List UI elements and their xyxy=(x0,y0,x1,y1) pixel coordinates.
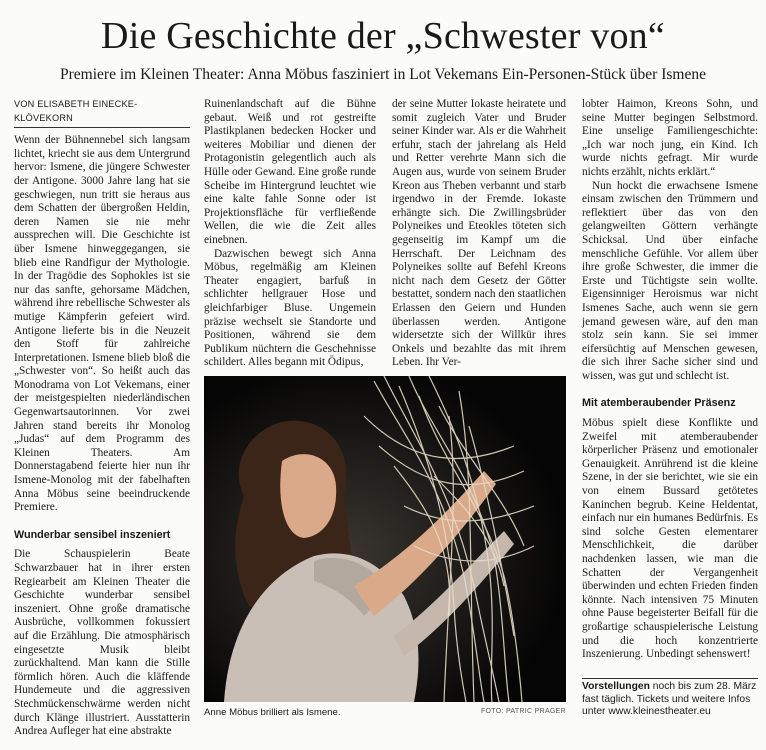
photo-caption-area xyxy=(204,707,566,718)
photo-credit: FOTO: PATRIC PRAGER xyxy=(480,708,566,715)
section-heading: Wunderbar sensibel inszeniert xyxy=(14,528,171,541)
info-label: Vorstellungen xyxy=(582,681,650,692)
performance-info-box xyxy=(582,678,758,719)
headline: Die Geschichte der „Schwester von“ xyxy=(101,15,665,57)
byline: VON ELISABETH EINECKE-KLÖVEKORN xyxy=(14,98,190,128)
photo-caption: Anne Möbus brilliert als Ismene. xyxy=(204,707,341,718)
subheadline: Premiere im Kleinen Theater: Anna Möbus fasziniert in Lot Vekemans Ein-Personen-Stück über Ismene xyxy=(60,66,706,83)
paragraph: der seine Mutter Iokaste heiratete und somit zugleich Vater und Bruder seiner Kinder war. Als er die Wahrheit erfuhr, stach der jahrelang als Held und Retter verehrte Mann sich die Augen aus, wurde von seinem Bruder Kreon aus Theben verbannt und starb irgendwo in der Fremde. Iokaste erhängte sich. Die Zwillingsbrüder Polyneikes und Eteokles töteten sich gegenseitig im Kampf um die Herrschaft. Der Leichnam des Polyneikes sollte auf Befehl Kreons nicht nach dem Gesetz der Götter bestattet, sondern nach den staatlichen Erlassen den Geiern und Hunden überlassen werden. Antigone widersetzte sich der Willkür ihres Onkels und bezahlte das mit ihrem Leben. Ihr Ver- xyxy=(392,98,566,369)
paragraph: Möbus spielt diese Konflikte und Zweifel mit atemberaubender körperlicher Präsenz und emotionaler Genauigkeit. Anrührend ist die kleine Szene, in der sie berichtet, wie sie ein von einem Bussard getötetes Kaninchen begrub. Keine Heldentat, einfach nur ein humanes Bedürfnis. Es sind solche Gesten elementarer Menschlichkeit, die darüber nachdenken lassen, wie man die Schatten der Vergangenheit überwinden und echten Frieden finden könnte. Nach intensiven 75 Minuten ohne Pause begeisterter Beifall für die großartige schauspielerische Leistung und die hoch konzentrierte Inszenierung. Unbedingt sehenswert! xyxy=(582,417,758,661)
article-column-1 xyxy=(14,98,190,739)
paragraph: Nun hockt die erwachsene Ismene einsam zwischen den Trümmern und reflektiert über das von den gelangweilten Göttern verhängte Schicksal. Und über einfache menschliche Gefühle. Vor allem über ihre große Schwester, die immer die Erste und Tüchtigste sein wollte. Eigensinniger Heroismus war nicht Ismenes Sache, auch wenn sie gern jemand gewesen wäre, auf den man stolz sein kann. Sie sei immer eifersüchtig auf Menschen gewesen, die sich ihrer Sache sicher sind und wissen, was gut und schlecht ist. xyxy=(582,179,758,382)
paragraph: lobter Haimon, Kreons Sohn, und seine Mutter begingen Selbstmord. Eine unselige Familiengeschichte: „Ich war noch jung, ein Kind. Ich wurde nichts gefragt. Mir wurde nichts erzählt, nichts erklärt.“ xyxy=(582,98,758,178)
paragraph: Die Schauspielerin Beate Schwarzbauer hat in ihrer ersten Regiearbeit am Kleinen Theater die Geschichte wunderbar sensibel inszeniert. Ohne große dramatische Ausbrüche, vollkommen fokussiert auf die Erzählung. Die atmosphärisch eingesetzte Musik bleibt zurückhaltend. Man kann die Stille förmlich hören. Auch die kläffende Hundemeute und die aggressiven Stechmückenschwärme werden nicht durch Klänge illustriert. Ausstatterin Andrea Aufleger hat eine abstrakte xyxy=(14,548,190,738)
actress-with-ropes-illustration xyxy=(204,376,566,702)
section-heading: Mit atemberaubender Präsenz xyxy=(582,397,736,410)
article-column-4 xyxy=(582,98,758,662)
info-text: noch bis zum 28. März fast täglich. Tickets und weitere Infos unter www.kleinestheater.eu xyxy=(582,681,757,718)
paragraph: Wenn der Bühnennebel sich langsam lichtet, kriecht sie aus dem Untergrund hervor: Ismene, die jüngere Schwester der Antigone. 3000 Jahre lang hat sie geschwiegen, nun tritt sie heraus aus dem Schatten der übergroßen Heldin, deren Namen sie nie mehr aussprechen will. Die Geschichte ist über Ismene hinweggegangen, sie blieb eine Randfigur der Mythologie. In der Tragödie des Sophokles ist sie nur das sanfte, gehorsame Mädchen, während ihre rebellische Schwester als mutige Kämpferin gefeiert wird. Antigone lieferte bis in die Neuzeit den Stoff für zahlreiche Interpretationen. Ismene blieb bloß die „Schwester von“. So heißt auch das Monodrama von Lot Vekemans, einer der meistgespielten niederländischen Gegenwartsautorinnen. Vor zwei Jahren stand bereits ihr Monolog „Judas“ auf dem Programm des Kleinen Theaters. Am Donnerstagabend feierte hier nun ihr Ismene-Monolog mit der fabelhaften Anna Möbus seine beeindruckende Premiere. xyxy=(14,134,190,514)
paragraph: Ruinenlandschaft auf die Bühne gebaut. Weiß und rot gestreifte Plastikplanen bedecken Hocker und weiteres Mobiliar und dienen der Protagonistin gelegentlich auch als Hülle oder Gewand. Eine große runde Scheibe im Hintergrund leuchtet wie eine kalte fahle Sonne oder ist Projektionsfläche für verfließende Wellen, die wie die Zeit alles einebnen. xyxy=(204,98,376,246)
article-photo xyxy=(204,376,566,702)
paragraph: Dazwischen bewegt sich Anna Möbus, regelmäßig am Kleinen Theater engagiert, barfuß in schlichter hellgrauer Hose und gleichfarbiger Bluse. Ungemein präzise wechselt sie Standorte und Positionen, während sie dem Publikum nüchtern die Geschehnisse schildert. Alles begann mit Ödipus, xyxy=(204,247,376,369)
article-column-3 xyxy=(392,98,566,370)
article-column-2 xyxy=(204,98,376,370)
